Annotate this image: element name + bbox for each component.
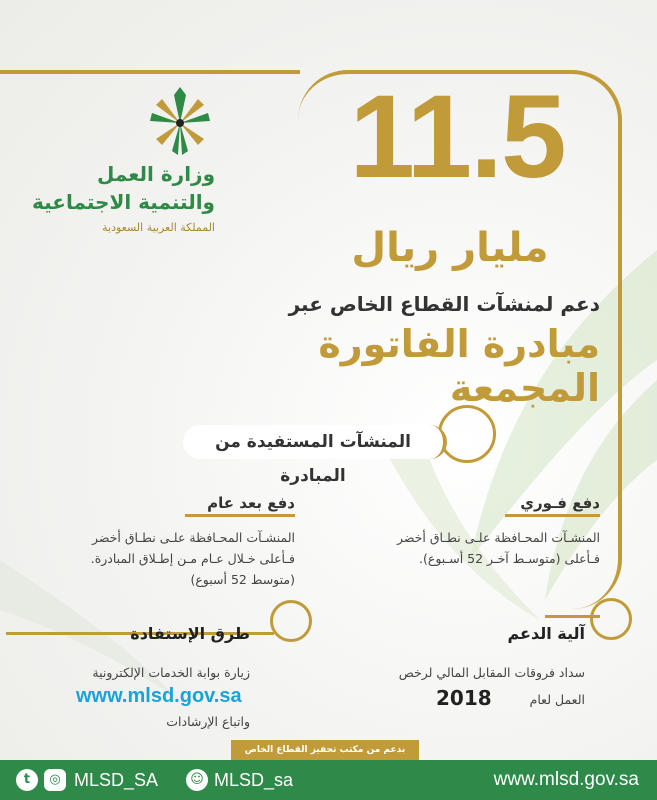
- instagram-icon[interactable]: ◎: [44, 769, 66, 791]
- mechanism-title: آلية الدعم: [507, 624, 585, 643]
- twitter-instagram-handle[interactable]: MLSD_SA: [74, 770, 159, 790]
- ministry-name-line2: والتنمية الاجتماعية: [32, 190, 215, 214]
- twitter-icon[interactable]: t: [16, 769, 38, 791]
- beneficiaries-title: المنشآت المستفيدة من المبادرة: [183, 425, 447, 459]
- mechanism-ring: [590, 598, 632, 640]
- beneficiaries-ring: [438, 405, 496, 463]
- ministry-country: المملكة العربية السعودية: [102, 221, 215, 234]
- gold-frame-left-rule: [0, 70, 300, 74]
- deferred-pay-line2: فـأعلى خـلال عـام مـن إطـلاق المبادرة.: [90, 551, 295, 566]
- footer-website-link[interactable]: www.mlsd.gov.sa: [493, 769, 639, 790]
- immediate-pay-line2: فـأعلى (متوسـط آخـر 52 أسـبوع).: [419, 551, 600, 566]
- snapchat-icon[interactable]: ☺: [186, 769, 208, 791]
- deferred-pay-line1: المنشـآت المحـافظة علـى نطـاق أخضر: [91, 530, 295, 545]
- sponsor-ribbon: بدعم من مكتب تحفيز القطاع الخاص: [231, 740, 419, 760]
- headline-initiative: مبادرة الفاتورة المجمعة: [318, 322, 600, 410]
- benefit-title: طرق الإستفادة: [130, 624, 250, 643]
- immediate-pay-line1: المنشـآت المحـافظة علـى نطـاق أخضر: [396, 530, 600, 545]
- headline-unit: مليار ريال: [351, 225, 549, 271]
- ministry-name-line1: وزارة العمل: [97, 162, 215, 186]
- headline-amount: 11.5: [349, 71, 565, 203]
- footer-bar: [0, 760, 657, 800]
- immediate-pay-title: دفع فـوري: [520, 494, 600, 512]
- benefit-ring: [270, 600, 312, 642]
- mechanism-line1: سداد فروقات المقابل المالي لرخص: [398, 665, 585, 680]
- benefit-line1: زيارة بوابة الخدمات الإلكترونية: [92, 665, 250, 680]
- deferred-pay-title: دفع بعد عام: [207, 494, 295, 512]
- benefit-url-link[interactable]: www.mlsd.gov.sa: [76, 685, 242, 707]
- benefit-line3: واتباع الإرشادات: [166, 714, 250, 729]
- deferred-pay-underline: [185, 514, 295, 517]
- mechanism-line: [545, 615, 600, 618]
- immediate-pay-underline: [505, 514, 600, 517]
- deferred-pay-line3: (متوسط 52 أسبوع): [190, 572, 295, 587]
- snapchat-handle[interactable]: MLSD_sa: [214, 770, 294, 790]
- headline-support: دعم لمنشآت القطاع الخاص عبر: [288, 292, 600, 316]
- palm-swords-logo-icon: [140, 85, 220, 165]
- mechanism-year: 2018: [436, 686, 492, 710]
- mechanism-line2: العمل لعام: [529, 692, 585, 707]
